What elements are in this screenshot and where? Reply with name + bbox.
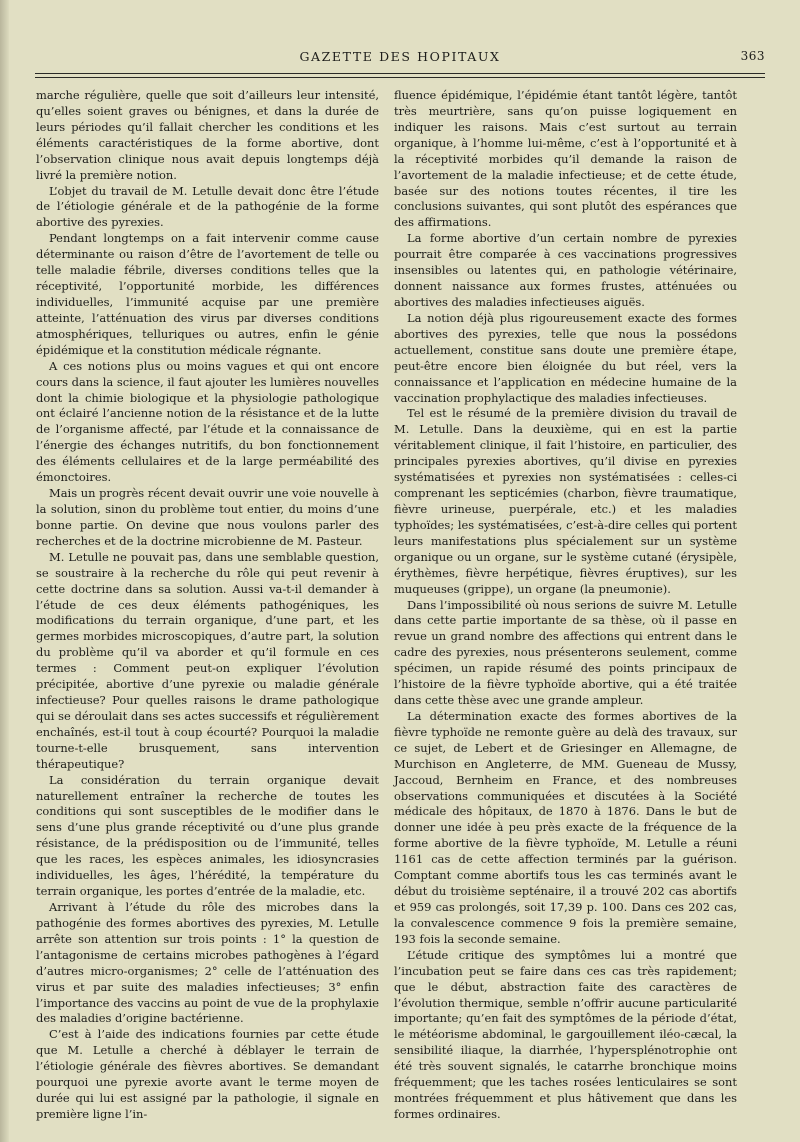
paragraph: La notion déjà plus rigoureusement exacte des formes abortives des pyrexies, telle que nous la possédons actuellement, constitue sans doute une première étape, peut-être encore bien éloignée du but réel, vers la connaissance et l’application en médecine humaine de la vaccination prophylactique des maladies infectieuses. (394, 310, 737, 405)
paragraph: Arrivant à l’étude du rôle des microbes dans la pathogénie des formes abortives des pyrexies, M. Letulle arrête son attention sur trois points : 1° la question de l’antagonisme de certains microbes pathogènes à l’égard d’autres micro-organismes; 2° celle de l’atténuation des virus et par suite des maladies infectieuses; 3° enfin l’importance des vaccins au point de vue de la prophylaxie des maladies d’origine bactérienne. (36, 900, 379, 1026)
header-rule-double (35, 77, 765, 78)
paragraph: M. Letulle ne pouvait pas, dans une semblable question, se soustraire à la recherche du rôle qui peut revenir à cette doctrine dans sa solution. Aussi va-t-il demander à l’étude de ces deux éléments pathogéniques, les modifications du terrain organique, d’une part, et les germes morbides microscopiques, d’autre part, la solution du problème qu’il va aborder et qu’il formule en ces termes : Comment peut-on expliquer l’évolution précipitée, abortive d’une pyrexie ou maladie générale infectieuse? Pour quelles raisons le drame pathologique qui se déroulait dans ses actes successifs et régulièrement enchaînés, est-il tout à coup écourté? Pourquoi la maladie tourne-t-elle brusquement, sans intervention thérapeutique? (36, 549, 379, 771)
paragraph: Mais un progrès récent devait ouvrir une voie nouvelle à la solution, sinon du problème tout entier, du moins d’une bonne partie. On devine que nous voulons parler des recherches et de la doctrine microbienne de M. Pasteur. (36, 486, 379, 548)
paragraph: C’est à l’aide des indications fournies par cette étude que M. Letulle a cherché à déblayer le terrain de l’étiologie générale des fièvres abortives. Se demandant pourquoi une pyrexie avorte avant le terme moyen de durée qui lui est assigné par la pathologie, il signale en première ligne l’in- (36, 1027, 379, 1121)
paragraph: A ces notions plus ou moins vagues et qui ont encore cours dans la science, il faut ajouter les lumières nouvelles dont la chimie biologique et la physiologie pathologique ont éclairé l’ancienne notion de la résistance et de la lutte de l’organisme affecté, par l’étude et la connaissance de l’énergie des échanges nutritifs, du bon fonctionnement des éléments cellulaires et de la large perméabilité des émonctoires. (36, 358, 379, 485)
paragraph: Tel est le résumé de la première division du travail de M. Letulle. Dans la deuxième, qui en est la partie véritablement clinique, il fait l’histoire, en particulier, des principales pyrexies abortives, qu’il divise en pyrexies systématisées et pyrexies non systématisées : celles-ci comprenant les septicémies (charbon, fièvre traumatique, fièvre urineuse, puerpérale, etc.) et les maladies typhoïdes; les systématisées, c’est-à-dire celles qui portent leurs manifestations plus spécialement sur un système organique ou un organe, sur le système cutané (érysipèle, érythèmes, fièvre herpétique, fièvres éruptives), sur les muqueuses (grippe), un organe (la pneumonie). (394, 406, 737, 596)
paragraph: fluence épidémique, l’épidémie étant tantôt légère, tantôt très meurtrière, sans qu’on puisse logiquement en indiquer les raisons. Mais c’est surtout au terrain organique, à l’homme lui-même, c’est à l’opportunité et à la réceptivité morbides qu’il demande la raison de l’avortement de la maladie infectieuse; et de cette étude, basée sur des notions toutes récentes, il tire les conclusions suivantes, qui sont plutôt des espérances que des affirmations. (394, 88, 737, 230)
paragraph: L’objet du travail de M. Letulle devait donc être l’étude de l’étiologie générale et de la pathogénie de la forme abortive des pyrexies. (36, 183, 379, 230)
paragraph: La considération du terrain organique devait naturellement entraîner la recherche de toutes les conditions qui sont susceptibles de le modifier dans le sens d’une plus grande réceptivité ou d’une plus grande résistance, de la prédisposition ou de l’immunité, telles que les races, les espèces animales, les idiosyncrasies individuelles, les âges, l’hérédité, la température du terrain organique, les portes d’entrée de la maladie, etc. (36, 772, 379, 899)
paragraph: marche régulière, quelle que soit d’ailleurs leur intensité, qu’elles soient graves ou bénignes, et dans la durée de leurs périodes qu’il fallait chercher les conditions et les éléments caractéristiques de la forme abortive, dont l’observation clinique nous avait depuis longtemps déjà livré la première notion. (36, 88, 379, 182)
page-number: 363 (740, 49, 765, 63)
paragraph: Dans l’impossibilité où nous serions de suivre M. Letulle dans cette partie importante de sa thèse, où il passe en revue un grand nombre des affections qui entrent dans le cadre des pyrexies, nous présenterons seulement, comme spécimen, un rapide résumé des points principaux de l’histoire de la fièvre typhoïde abortive, qui a été traitée dans cette thèse avec une grande ampleur. (394, 597, 737, 708)
paragraph: La forme abortive d’un certain nombre de pyrexies pourrait être comparée à ces vaccinations progressives insensibles ou latentes qui, en pathologie vétérinaire, donnent naissance aux formes frustes, atténuées ou abortives des maladies infectieuses aiguës. (394, 231, 737, 309)
header-rule (35, 73, 765, 74)
paragraph: L’étude critique des symptômes lui a montré que l’incubation peut se faire dans ces cas très rapidement; que le début, abstraction faite des caractères de l’évolution thermique, semble n’offrir aucune particularité importante; qu’en fait des symptômes de la période d’état, le météorisme abdominal, le gargouillement iléo-cæcal, la sensibilité iliaque, la diarrhée, l’hypersplénotrophie ont été très souvent signalés, le catarrhe bronchique moins fréquemment; que les taches rosées lenticulaires se sont montrées fréquemment et plus hâtivement que dans les formes ordinaires. (394, 947, 737, 1121)
running-title: GAZETTE DES HOPITAUX (299, 49, 501, 64)
paragraph: La détermination exacte des formes abortives de la fièvre typhoïde ne remonte guère au delà des travaux, sur ce sujet, de Lebert et de Griesinger en Allemagne, de Murchison en Angleterre, de MM. Gueneau de Mussy, Jaccoud, Bernheim en France, et des nombreuses observations communiquées et discutées à la Société médicale des hôpitaux, de 1870 à 1876. Dans le but de donner une idée à peu près exacte de la fréquence de la forme abortive de la fièvre typhoïde, M. Letulle a réuni 1161 cas de cette affection terminés par la guérison. Comptant comme abortifs tous les cas terminés avant le début du troisième septénaire, il a trouvé 202 cas abortifs et 959 cas prolongés, soit 17,39 p. 100. Dans ces 202 cas, la convalescence commence 9 fois la première semaine, 193 fois la seconde semaine. (394, 708, 737, 946)
paragraph: Pendant longtemps on a fait intervenir comme cause déterminante ou raison d’être de l’avortement de telle ou telle maladie fébrile, diverses conditions telles que la réceptivité, l’opportunité morbide, les différences individuelles, l’immunité acquise par une première atteinte, l’atténuation des virus par diverses conditions atmosphériques, telluriques ou autres, enfin le génie épidémique et la constitution médicale régnante. (36, 231, 379, 357)
page-header (35, 49, 765, 69)
page-binding-edge (0, 0, 9, 1142)
left-column (36, 88, 379, 1123)
right-column (394, 88, 737, 1123)
